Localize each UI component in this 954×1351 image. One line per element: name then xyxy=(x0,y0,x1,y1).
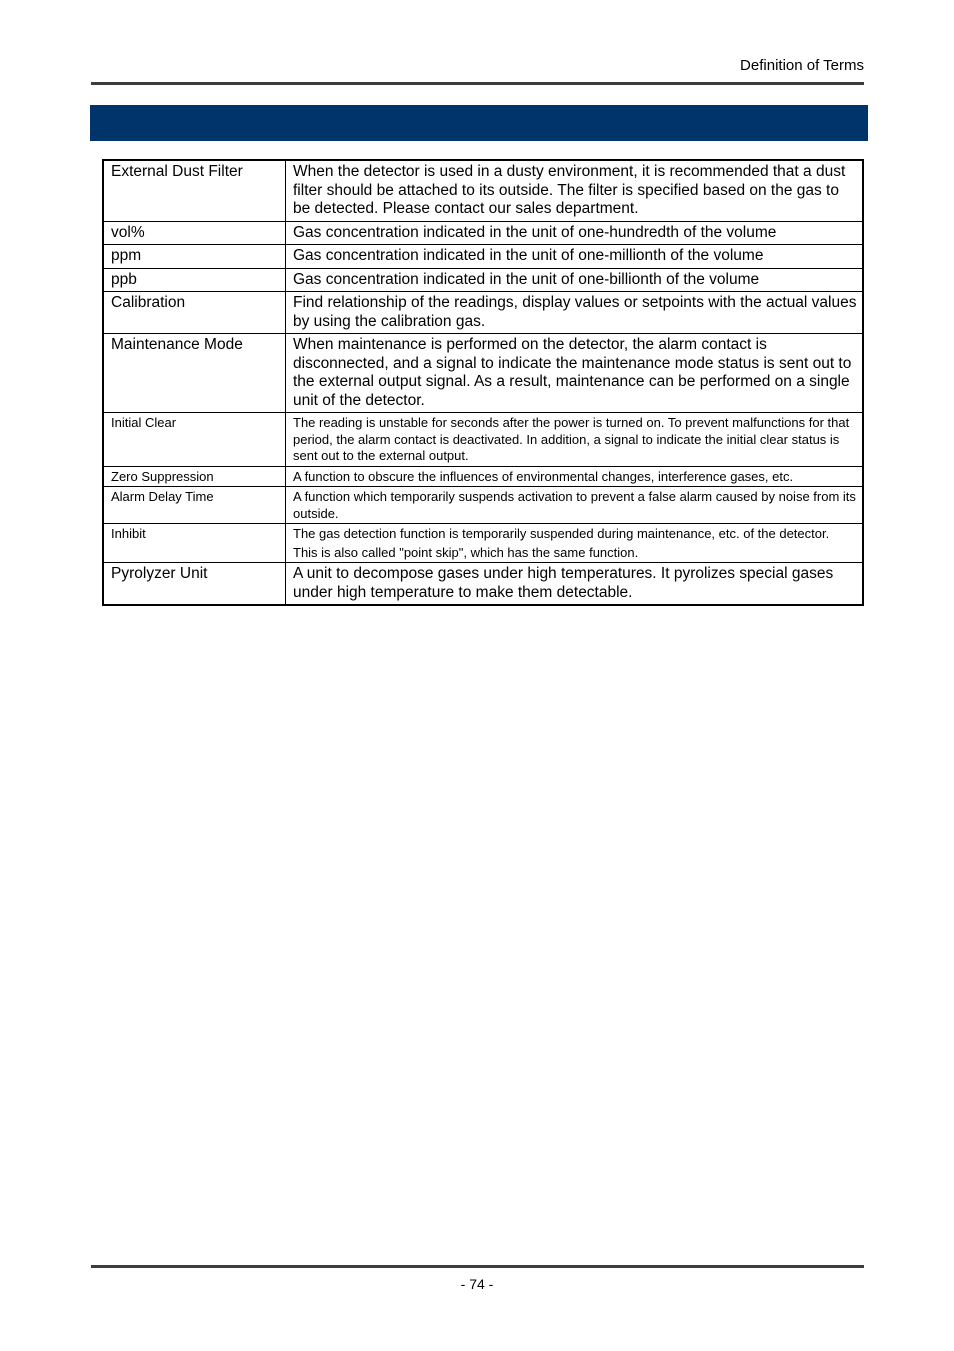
term-cell: ppm xyxy=(103,245,286,269)
table-row xyxy=(103,334,863,413)
table-row xyxy=(103,268,863,292)
definition-cell xyxy=(286,563,864,606)
definition-text: The reading is unstable for seconds after the power is turned on. To prevent malfunctions for that period, the alarm contact is deactivated. In addition, a signal to indicate the initial clear status is sent out to the external output. xyxy=(293,415,850,463)
term-cell: Alarm Delay Time xyxy=(103,487,286,524)
definition-text: The gas detection function is temporarily suspended during maintenance, etc. of the detector. xyxy=(293,526,830,541)
term-cell: Zero Suppression xyxy=(103,466,286,487)
table-row xyxy=(103,487,863,524)
definition-text: A function which temporarily suspends activation to prevent a false alarm caused by noise from its outside. xyxy=(293,489,856,521)
term-cell: External Dust Filter xyxy=(103,160,286,221)
term-cell: Inhibit xyxy=(103,524,286,563)
definition-cell xyxy=(286,292,864,334)
header-rule xyxy=(91,82,864,85)
running-header-title: Definition of Terms xyxy=(740,57,864,74)
footer-rule xyxy=(91,1265,864,1268)
table-row xyxy=(103,466,863,487)
definition-text: Gas concentration indicated in the unit of one-millionth of the volume xyxy=(293,247,764,264)
definition-cell xyxy=(286,268,864,292)
table-row xyxy=(103,245,863,269)
definition-text: This is also called "point skip", which has the same function. xyxy=(293,544,639,560)
page-number: - 74 - xyxy=(460,1276,494,1292)
definition-cell xyxy=(286,160,864,221)
definition-cell xyxy=(286,245,864,269)
table-row xyxy=(103,221,863,245)
term-cell: Initial Clear xyxy=(103,413,286,467)
definition-text: When maintenance is performed on the detector, the alarm contact is disconnected, and a signal to indicate the maintenance mode status is sent out to the external output signal. As a result, maintenance can be performed on a single unit of the detector. xyxy=(293,336,852,409)
table-row xyxy=(103,563,863,606)
definition-text: A unit to decompose gases under high temperatures. It pyrolizes special gases under high temperature to make them detectable. xyxy=(293,565,834,601)
term-cell: Maintenance Mode xyxy=(103,334,286,413)
table-row xyxy=(103,524,863,563)
terms-table xyxy=(102,159,864,606)
definition-text: Find relationship of the readings, display values or setpoints with the actual values by using the calibration gas. xyxy=(293,294,857,330)
term-cell: Pyrolyzer Unit xyxy=(103,563,286,606)
definition-cell xyxy=(286,334,864,413)
table-row xyxy=(103,292,863,334)
table-row xyxy=(103,413,863,467)
definition-text: Gas concentration indicated in the unit of one-hundredth of the volume xyxy=(293,223,777,241)
definition-cell xyxy=(286,466,864,487)
definition-cell xyxy=(286,413,864,467)
definition-cell xyxy=(286,487,864,524)
section-title-bar xyxy=(90,105,868,141)
definition-text: When the detector is used in a dusty environment, it is recommended that a dust filter should be attached to its outside. The filter is specified based on the gas to be detected. Please contact our sales department. xyxy=(293,163,846,217)
definition-text: A function to obscure the influences of environmental changes, interference gases, etc. xyxy=(293,468,794,484)
term-cell: ppb xyxy=(103,268,286,292)
term-cell: vol% xyxy=(103,221,286,245)
definition-cell xyxy=(286,221,864,245)
term-cell: Calibration xyxy=(103,292,286,334)
definition-text: Gas concentration indicated in the unit of one-billionth of the volume xyxy=(293,270,760,288)
table-row xyxy=(103,160,863,221)
definition-cell xyxy=(286,524,864,563)
